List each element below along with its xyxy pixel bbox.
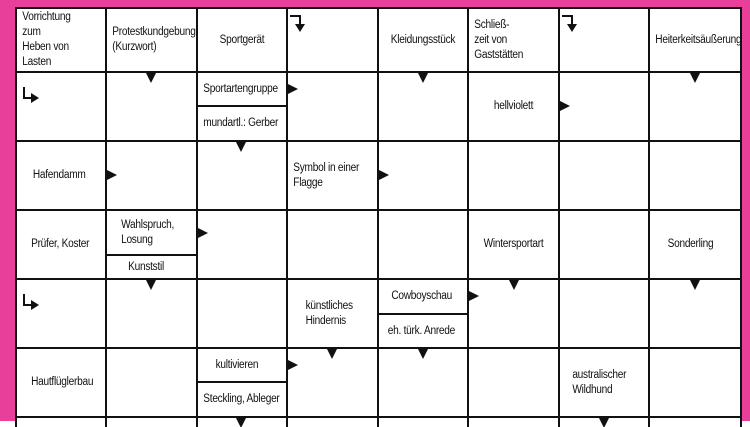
- clue-cell: Heiterkeitsäußerung: [655, 33, 742, 46]
- arrow-right-icon: [198, 228, 208, 238]
- answer-cell[interactable]: [107, 142, 196, 209]
- answer-cell[interactable]: [650, 349, 740, 416]
- clue-cell: Protestkundgebung (Kurzwort): [112, 26, 196, 53]
- answer-cell[interactable]: [107, 280, 196, 347]
- frame-top-border: [0, 0, 750, 7]
- answer-cell[interactable]: [469, 280, 558, 347]
- clue-cell: Kunststil: [128, 260, 164, 273]
- arrow-elbow-right-icon: [23, 294, 37, 310]
- clue-cell: Sonderling: [667, 238, 714, 250]
- answer-cell[interactable]: [379, 73, 467, 140]
- answer-cell[interactable]: [560, 211, 648, 278]
- arrow-down-icon: [690, 73, 700, 83]
- clue-cell: eh. türk. Anrede: [387, 324, 456, 337]
- arrow-down-icon: [509, 280, 519, 290]
- arrow-down-icon: [418, 73, 428, 83]
- clue-cell: kultivieren: [215, 358, 259, 371]
- answer-cell[interactable]: [560, 73, 648, 140]
- crossword-grid: [15, 7, 742, 427]
- answer-cell[interactable]: [17, 73, 105, 140]
- clue-cell: Wintersportart: [483, 238, 544, 250]
- arrow-right-icon: [560, 101, 570, 111]
- answer-cell[interactable]: [379, 142, 467, 209]
- arrow-down-icon: [146, 280, 156, 290]
- arrow-down-icon: [327, 349, 337, 359]
- arrow-elbow-right-icon: [23, 87, 37, 103]
- arrow-down-icon: [690, 280, 700, 290]
- answer-cell[interactable]: [198, 211, 286, 278]
- answer-cell[interactable]: [107, 73, 196, 140]
- answer-cell[interactable]: [379, 211, 467, 278]
- answer-cell[interactable]: [469, 349, 558, 416]
- answer-cell[interactable]: [198, 142, 286, 209]
- clue-cell: Wahlspruch, Losung: [121, 218, 175, 246]
- arrow-right-icon: [288, 360, 298, 370]
- answer-cell[interactable]: [288, 349, 377, 416]
- clue-cell: Vorrichtung zum Heben von Lasten: [22, 11, 71, 68]
- clue-cell: Cowboyschau: [391, 290, 452, 302]
- arrow-right-icon: [379, 170, 389, 180]
- arrow-down-icon: [418, 349, 428, 359]
- clue-cell: Symbol in einer Flagge: [293, 161, 360, 189]
- arrow-down-icon: [599, 418, 609, 427]
- clue-cell: mundartl.: Gerber: [203, 117, 279, 129]
- clue-cell: künstliches Hindernis: [305, 299, 353, 327]
- frame-right-border: [742, 0, 750, 421]
- answer-cell[interactable]: [288, 211, 377, 278]
- arrow-down-icon: [236, 418, 246, 427]
- answer-cell[interactable]: [288, 73, 377, 140]
- answer-cell[interactable]: [469, 142, 558, 209]
- arrow-elbow-down-icon: [290, 15, 306, 33]
- answer-cell[interactable]: [17, 280, 105, 347]
- clue-cell: Prüfer, Koster: [31, 238, 90, 250]
- clue-cell: Sportartengruppe: [203, 82, 278, 95]
- answer-cell[interactable]: [198, 280, 286, 347]
- clue-cell: Schließ- zeit von Gaststätten: [474, 18, 524, 61]
- grid-line: [740, 7, 742, 427]
- clue-cell: Kleidungsstück: [390, 33, 456, 46]
- arrow-right-icon: [288, 84, 298, 94]
- answer-cell[interactable]: [650, 280, 740, 347]
- answer-cell[interactable]: [560, 280, 648, 347]
- arrow-right-icon: [107, 170, 117, 180]
- arrow-right-icon: [469, 291, 479, 301]
- clue-cell: Hafendamm: [32, 169, 86, 181]
- clue-cell: Hautflüglerbau: [31, 376, 94, 388]
- clue-cell: Sportgerät: [219, 33, 265, 46]
- clue-cell: australischer Wildhund: [572, 368, 627, 396]
- answer-cell[interactable]: [650, 142, 740, 209]
- arrow-down-icon: [236, 142, 246, 152]
- frame-left-border: [0, 0, 15, 421]
- clue-cell: Steckling, Ableger: [203, 393, 280, 405]
- answer-cell[interactable]: [379, 349, 467, 416]
- arrow-down-icon: [146, 73, 156, 83]
- answer-cell[interactable]: [560, 142, 648, 209]
- answer-cell[interactable]: [650, 73, 740, 140]
- clue-cell: hellviolett: [493, 100, 534, 112]
- answer-cell[interactable]: [107, 349, 196, 416]
- arrow-elbow-down-icon: [562, 15, 578, 33]
